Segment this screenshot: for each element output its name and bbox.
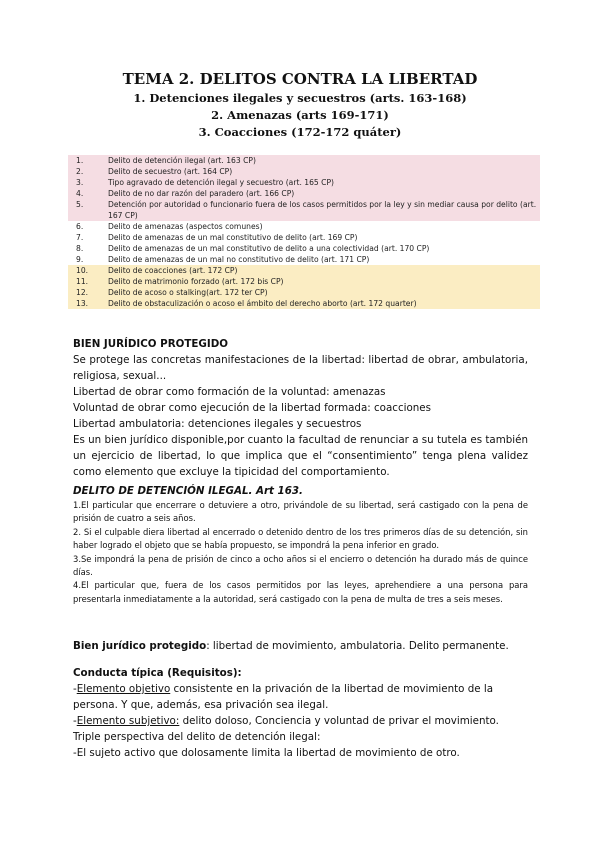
paragraph: Es un bien jurídico disponible,por cuanto la facultad de renunciar a su tutela es también un ejercicio de libertad, lo que implica que el “consentimiento” tenga plena validez como elemento que excluye la tipicidad del comportamiento. bbox=[73, 434, 528, 478]
bien-juridico-section bbox=[73, 336, 528, 480]
dash: - bbox=[73, 715, 77, 727]
toc-number: 9. bbox=[76, 255, 84, 264]
table-of-contents bbox=[68, 155, 540, 309]
section-heading: Conducta típica (Requisitos): bbox=[73, 667, 242, 679]
toc-item bbox=[68, 287, 540, 298]
article-paragraph: 4.El particular que, fuera de los casos permitidos por las leyes, aprehendiere a una persona para presentarla inmediatamente a la autoridad, será castigado con la pena de multa de tres a seis meses. bbox=[73, 580, 528, 604]
toc-item bbox=[68, 199, 540, 221]
title-item-3: 3. Coacciones (172-172 quáter) bbox=[198, 125, 402, 139]
toc-text: Detención por autoridad o funcionario fuera de los casos permitidos por la ley y sin mediar causa por delito (art. 167 CP) bbox=[108, 200, 537, 220]
toc-item bbox=[68, 188, 540, 199]
toc-item bbox=[68, 265, 540, 276]
inline-text: delito doloso, Conciencia y voluntad de privar el movimiento. bbox=[179, 715, 499, 727]
toc-text: Delito de coacciones (art. 172 CP) bbox=[108, 266, 238, 275]
title-item-2: 2. Amenazas (arts 169-171) bbox=[211, 108, 389, 122]
toc-number: 4. bbox=[76, 189, 84, 198]
toc-number: 8. bbox=[76, 244, 84, 253]
toc-text: Delito de amenazas de un mal constitutivo de delito a una colectividad (art. 170 CP) bbox=[108, 244, 430, 253]
bold-label: Bien jurídico protegido bbox=[73, 640, 207, 652]
paragraph bbox=[73, 638, 528, 654]
paragraph: Voluntad de obrar como ejecución de la libertad formada: coacciones bbox=[73, 402, 432, 414]
toc-item bbox=[68, 254, 540, 265]
underlined-label: Elemento objetivo bbox=[76, 683, 171, 695]
paragraph: Libertad ambulatoria: detenciones ilegales y secuestros bbox=[73, 418, 362, 430]
inline-text: : libertad de movimiento, ambulatoria. Delito permanente. bbox=[206, 640, 509, 652]
toc-number: 5. bbox=[76, 200, 84, 209]
toc-item bbox=[68, 166, 540, 177]
paragraph: Libertad de obrar como formación de la voluntad: amenazas bbox=[73, 386, 386, 398]
toc-number: 13. bbox=[76, 299, 89, 308]
toc-text: Delito de amenazas de un mal constitutivo de delito (art. 169 CP) bbox=[108, 233, 358, 242]
toc-text: Delito de no dar razón del paradero (art. 166 CP) bbox=[108, 189, 295, 198]
title-item-1: 1. Detenciones ilegales y secuestros (arts. 163-168) bbox=[133, 91, 467, 105]
toc-text: Delito de amenazas de un mal no constitutivo de delito (art. 171 CP) bbox=[108, 255, 370, 264]
toc-text: Delito de amenazas (aspectos comunes) bbox=[108, 222, 263, 231]
paragraph: Triple perspectiva del delito de detención ilegal: bbox=[73, 731, 321, 743]
toc-number: 10. bbox=[76, 266, 89, 275]
underlined-label: Elemento subjetivo: bbox=[76, 715, 180, 727]
page-title: TEMA 2. DELITOS CONTRA LA LIBERTAD bbox=[122, 70, 478, 88]
article-paragraph: 3.Se impondrá la pena de prisión de cinco a ocho años si el encierro o detención ha durado más de quince días. bbox=[73, 553, 528, 578]
toc-text: Delito de obstaculización o acoso el ámbito del derecho aborto (art. 172 quarter) bbox=[108, 299, 417, 308]
paragraph bbox=[73, 681, 528, 713]
delito-section bbox=[73, 483, 528, 606]
dash: - bbox=[73, 683, 77, 695]
title-block bbox=[0, 68, 600, 141]
bien-juridico-line bbox=[73, 638, 528, 654]
toc-text: Delito de detención ilegal (art. 163 CP) bbox=[108, 156, 256, 165]
paragraph bbox=[73, 713, 528, 729]
toc-number: 11. bbox=[76, 277, 89, 286]
toc-item bbox=[68, 243, 540, 254]
toc-text: Delito de secuestro (art. 164 CP) bbox=[108, 167, 233, 176]
toc-item bbox=[68, 221, 540, 232]
conducta-section bbox=[73, 665, 528, 761]
toc-number: 3. bbox=[76, 178, 84, 187]
section-heading: BIEN JURÍDICO PROTEGIDO bbox=[73, 338, 229, 350]
toc-item bbox=[68, 177, 540, 188]
toc-number: 12. bbox=[76, 288, 89, 297]
section-heading: DELITO DE DETENCIÓN ILEGAL. Art 163. bbox=[73, 485, 303, 497]
inline-text: consistente en la privación de la libertad de movimiento de la persona. Y que, además, esa privación sea ilegal. bbox=[73, 683, 494, 711]
toc-number: 6. bbox=[76, 222, 84, 231]
article-paragraph: 2. Si el culpable diera libertad al encerrado o detenido dentro de los tres primeros días de su detención, sin haber logrado el objeto que se había propuesto, se impondrá la pena inferior en grado. bbox=[73, 526, 528, 551]
toc-item bbox=[68, 298, 540, 309]
toc-item bbox=[68, 276, 540, 287]
toc-text: Tipo agravado de detención ilegal y secuestro (art. 165 CP) bbox=[108, 178, 335, 187]
toc-number: 7. bbox=[76, 233, 84, 242]
toc-item bbox=[68, 232, 540, 243]
paragraph: -El sujeto activo que dolosamente limita la libertad de movimiento de otro. bbox=[73, 747, 460, 759]
toc-text: Delito de acoso o stalking(art. 172 ter CP) bbox=[108, 288, 268, 297]
toc-item bbox=[68, 155, 540, 166]
paragraph: Se protege las concretas manifestaciones de la libertad: libertad de obrar, ambulatoria, religiosa, sexual... bbox=[73, 354, 528, 382]
toc-text: Delito de matrimonio forzado (art. 172 bis CP) bbox=[108, 277, 284, 286]
toc-number: 2. bbox=[76, 167, 84, 176]
toc-number: 1. bbox=[76, 156, 84, 165]
article-paragraph: 1.El particular que encerrare o detuviere a otro, privándole de su libertad, será castigado con la pena de prisión de cuatro a seis años. bbox=[73, 500, 528, 524]
